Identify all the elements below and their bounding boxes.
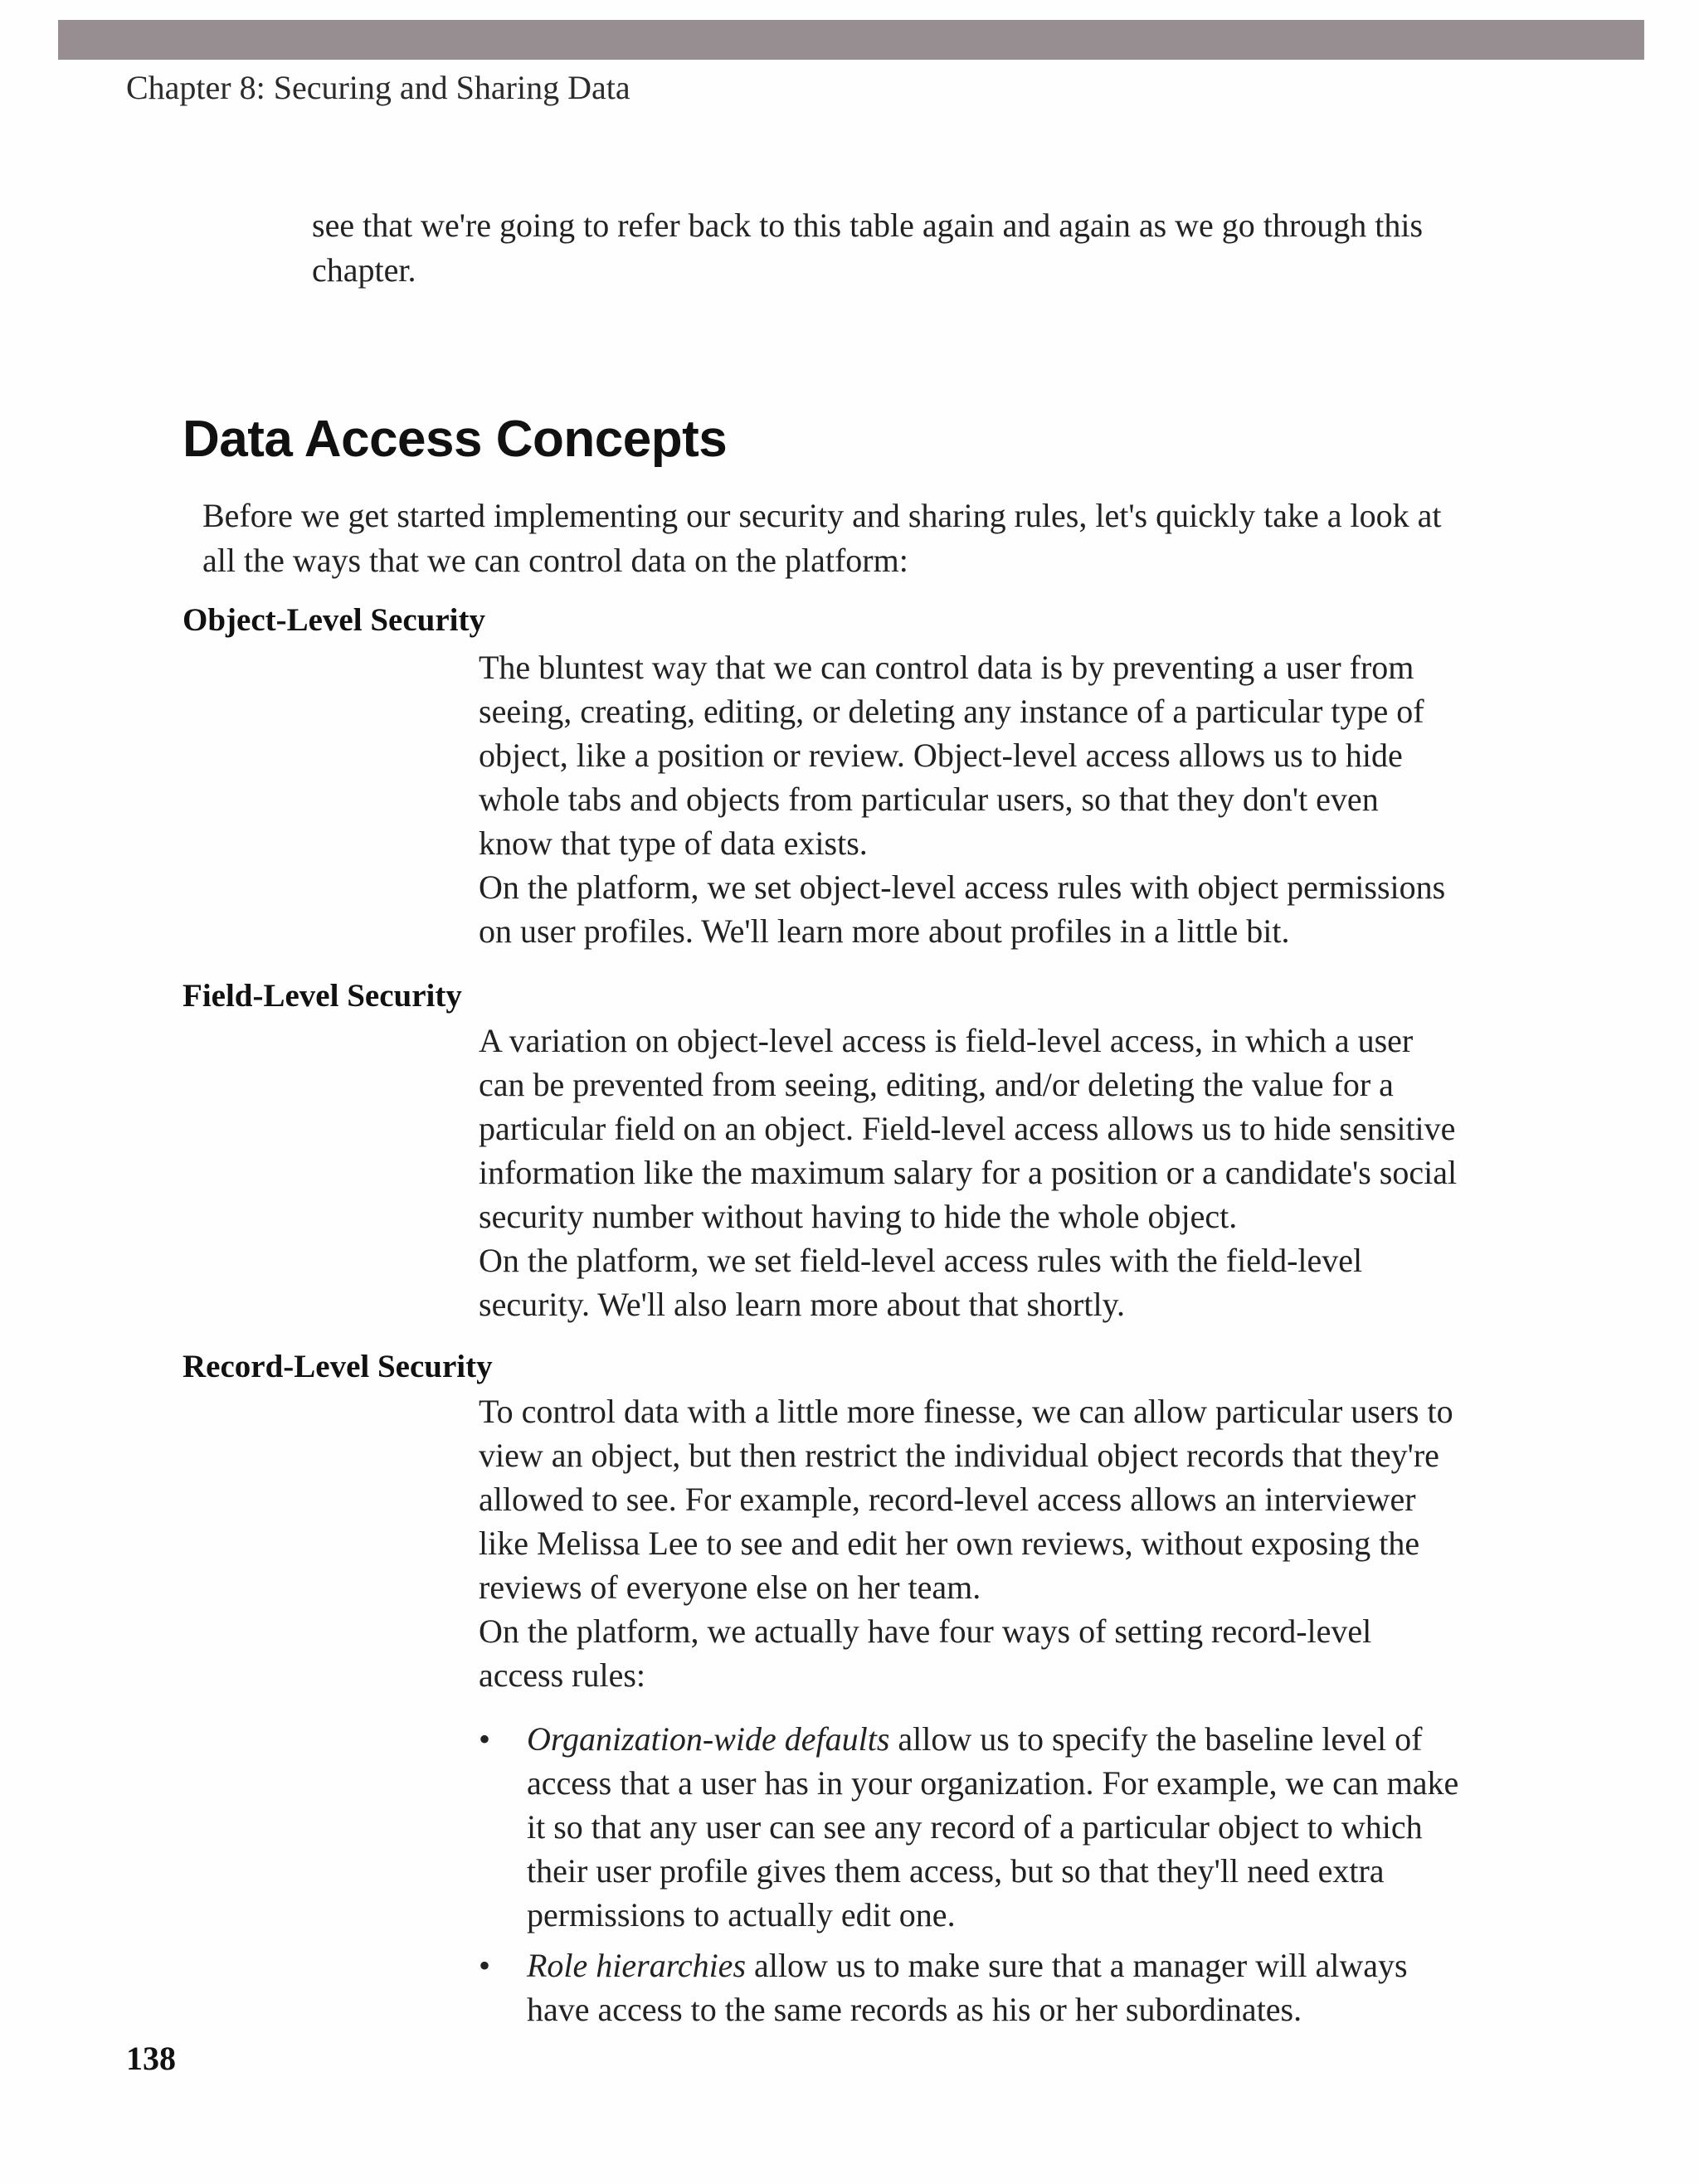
chapter-title: Chapter 8: Securing and Sharing Data <box>126 69 630 106</box>
term-object-level-security: Object-Level Security <box>183 602 485 638</box>
bullet-marker: • <box>479 1947 491 1984</box>
section-heading: Data Access Concepts <box>183 411 728 468</box>
list-item <box>479 1943 1459 2031</box>
list-item <box>479 1717 1459 1937</box>
definition-paragraph: On the platform, we set object-level access rules with object permissions on user profiles. We'll learn more about profiles in a little bit. <box>479 868 1446 950</box>
record-access-methods-list <box>479 1717 1459 2038</box>
bullet-marker: • <box>479 1720 491 1758</box>
definition-object-level-security <box>479 645 1459 953</box>
emphasis-term: Organization-wide defaults <box>527 1720 890 1758</box>
term-field-level-security: Field-Level Security <box>183 978 462 1014</box>
definition-paragraph: To control data with a little more finesse, we can allow particular users to view an object, but then restrict the individual object records that they're allowed to see. For example, record-level access allows an interviewer like Melissa Lee to see and edit her own reviews, without exposing the reviews of everyone else on her team. <box>479 1393 1453 1606</box>
emphasis-term: Role hierarchies <box>527 1947 747 1984</box>
page-number: 138 <box>126 2040 176 2077</box>
list-item-text: allow us to make sure that a manager will always have access to the same records as his or her subordinates. <box>527 1947 1408 2028</box>
definition-paragraph: On the platform, we actually have four ways of setting record-level access rules: <box>479 1612 1372 1694</box>
definition-field-level-security <box>479 1019 1459 1326</box>
definition-paragraph: On the platform, we set field-level access rules with the field-level security. We'll also learn more about that shortly. <box>479 1242 1363 1323</box>
section-intro-paragraph: Before we get started implementing our security and sharing rules, let's quickly take a look at all the ways that we can control data on the platform: <box>202 497 1442 579</box>
header-bar <box>58 20 1644 60</box>
definition-paragraph: A variation on object-level access is field-level access, in which a user can be prevented from seeing, editing, and/or deleting the value for a particular field on an object. Field-level access allows us to hide sensitive information like the maximum salary for a position or a candidate's social security number without having to hide the whole object. <box>479 1022 1458 1235</box>
list-item-text: allow us to specify the baseline level of access that a user has in your organization. For example, we can make it so that any user can see any record of a particular object to which their user profile gives them access, but so that they'll need extra permissions to actually edit one. <box>527 1720 1459 1933</box>
definition-record-level-security <box>479 1389 1459 1697</box>
definition-paragraph: The bluntest way that we can control data is by preventing a user from seeing, creating, editing, or deleting any instance of a particular type of object, like a position or review. Object-level access allows us to hide whole tabs and objects from particular users, so that they don't even know that type of data exists. <box>479 649 1424 862</box>
term-record-level-security: Record-Level Security <box>183 1349 493 1384</box>
intro-paragraph: see that we're going to refer back to this table again and again as we go through this chapter. <box>312 207 1424 289</box>
